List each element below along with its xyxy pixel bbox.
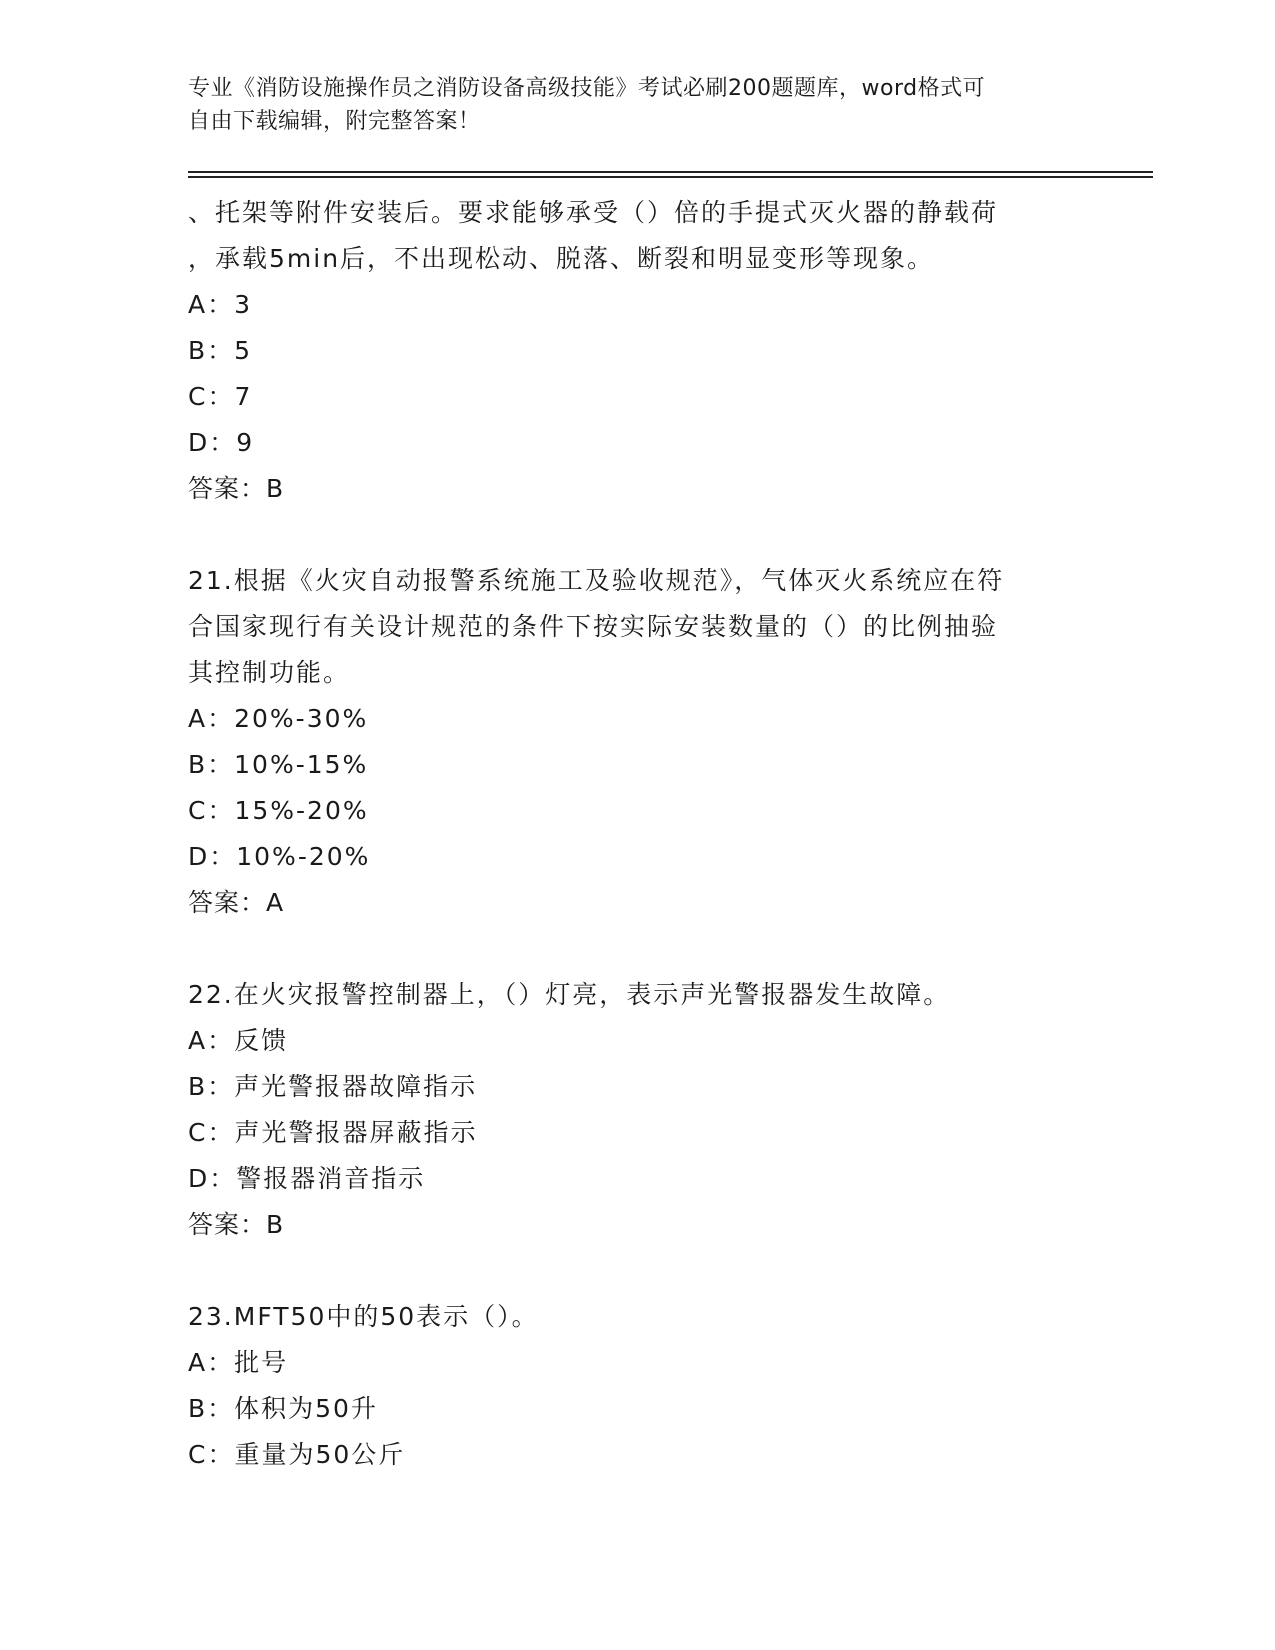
- option-b: B：10%-15%: [188, 750, 369, 779]
- option-b: B：声光警报器故障指示: [188, 1072, 478, 1101]
- page-header: [188, 72, 1068, 138]
- option-d: D：10%-20%: [188, 842, 371, 871]
- answer: 答案：B: [188, 474, 285, 503]
- spacer: [188, 512, 1088, 558]
- question-23: [188, 1294, 1088, 1478]
- option-a: A：3: [188, 290, 253, 319]
- header-divider-bottom: [188, 176, 1153, 178]
- option-a: A：反馈: [188, 1026, 289, 1055]
- question-content: [188, 190, 1088, 1478]
- question-21: [188, 558, 1088, 926]
- question-text: 其控制功能。: [188, 658, 351, 687]
- answer: 答案：A: [188, 888, 285, 917]
- question-text: 、托架等附件安装后。要求能够承受（）倍的手提式灭火器的静载荷: [188, 198, 999, 227]
- question-text: 22.在火灾报警控制器上，（）灯亮，表示声光警报器发生故障。: [188, 980, 951, 1009]
- question-22: [188, 972, 1088, 1248]
- question-text: 21.根据《火灾自动报警系统施工及验收规范》，气体灭火系统应在符: [188, 566, 1005, 595]
- question-text: 合国家现行有关设计规范的条件下按实际安装数量的（）的比例抽验: [188, 612, 999, 641]
- option-c: C：声光警报器屏蔽指示: [188, 1118, 478, 1147]
- header-line-1: 专业《消防设施操作员之消防设备高级技能》考试必刷200题题库，word格式可: [188, 76, 986, 101]
- option-b: B：5: [188, 336, 253, 365]
- option-c: C：重量为50公斤: [188, 1440, 406, 1469]
- header-line-2: 自由下载编辑，附完整答案！: [188, 109, 481, 134]
- option-a: A：批号: [188, 1348, 289, 1377]
- spacer: [188, 1248, 1088, 1294]
- option-a: A：20%-30%: [188, 704, 369, 733]
- option-d: D：警报器消音指示: [188, 1164, 426, 1193]
- question-text: ，承载5min后，不出现松动、脱落、断裂和明显变形等现象。: [188, 244, 935, 273]
- option-d: D：9: [188, 428, 255, 457]
- option-c: C：7: [188, 382, 253, 411]
- answer: 答案：B: [188, 1210, 285, 1239]
- option-c: C：15%-20%: [188, 796, 369, 825]
- spacer: [188, 926, 1088, 972]
- header-divider-top: [188, 171, 1153, 173]
- option-b: B：体积为50升: [188, 1394, 378, 1423]
- question-continued: [188, 190, 1088, 512]
- question-text: 23.MFT50中的50表示（）。: [188, 1302, 539, 1331]
